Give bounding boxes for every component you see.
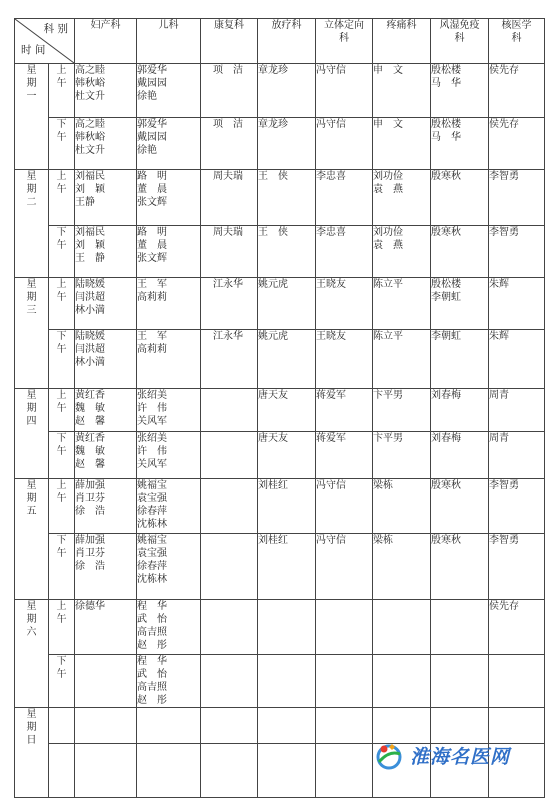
doctor-name: 姚福宝 [137, 480, 167, 491]
doctor-name: 殷寒秋 [431, 535, 461, 546]
doctor-name: 闫洪超 [75, 344, 105, 355]
doctor-name: 申 文 [373, 65, 403, 76]
doctor-cell [316, 708, 373, 744]
doctor-cell [373, 655, 431, 708]
doctor-name: 李智勇 [489, 535, 519, 546]
doctor-cell [373, 118, 431, 170]
doctor-name: 周夫瑞 [213, 227, 243, 238]
doctor-name: 朱辉 [489, 279, 509, 290]
doctor-name: 袁宝强 [137, 548, 167, 559]
half-day-label: 下 午 [49, 655, 75, 708]
schedule-row [15, 226, 545, 278]
doctor-cell [431, 64, 489, 118]
doctor-name: 赵 彤 [137, 695, 167, 706]
doctor-name: 高吉照 [137, 627, 167, 638]
doctor-cell [316, 389, 373, 432]
half-day-label: 下 午 [49, 226, 75, 278]
doctor-name: 章龙珍 [258, 119, 288, 130]
doctor-cell [316, 479, 373, 534]
doctor-cell [201, 655, 258, 708]
dept-header: 放疗科 [258, 19, 316, 64]
doctor-cell [258, 278, 316, 330]
dept-header: 立体定向科 [316, 19, 373, 64]
doctor-name: 唐天友 [258, 390, 288, 401]
doctor-name: 戴园园 [137, 132, 167, 143]
doctor-cell [258, 655, 316, 708]
doctor-cell [258, 432, 316, 479]
doctor-name: 高莉莉 [137, 292, 167, 303]
doctor-name: 马 华 [431, 78, 461, 89]
doctor-cell [489, 432, 545, 479]
doctor-cell [75, 744, 137, 798]
doctor-cell [137, 534, 201, 600]
doctor-cell [201, 118, 258, 170]
doctor-name: 肖卫芬 [75, 493, 105, 504]
doctor-cell [201, 330, 258, 389]
doctor-cell [137, 389, 201, 432]
doctor-cell [201, 389, 258, 432]
logo-icon [372, 740, 406, 770]
doctor-cell [75, 708, 137, 744]
doctor-name: 高之睦 [75, 65, 105, 76]
corner-header [15, 19, 75, 64]
doctor-name: 徐 浩 [75, 506, 105, 517]
doctor-cell [489, 389, 545, 432]
doctor-name: 项 洁 [213, 119, 243, 130]
doctor-name: 陈立平 [373, 279, 403, 290]
doctor-name: 刘福民 [75, 171, 105, 182]
doctor-cell [137, 655, 201, 708]
doctor-cell [137, 600, 201, 655]
doctor-name: 侯先存 [489, 119, 519, 130]
half-day-label [49, 708, 75, 744]
doctor-cell [258, 389, 316, 432]
doctor-name: 路 明 [137, 227, 167, 238]
half-day-label: 下 午 [49, 118, 75, 170]
doctor-name: 韩秋峪 [75, 78, 105, 89]
corner-time-label: 时 间 [21, 44, 46, 56]
doctor-cell [489, 600, 545, 655]
day-label: 星 期 一 [15, 64, 49, 170]
doctor-name: 徐春萍 [137, 561, 167, 572]
doctor-name: 王晓友 [316, 331, 346, 342]
half-day-label: 上 午 [49, 170, 75, 226]
doctor-name: 赵 馨 [75, 416, 105, 427]
doctor-cell [137, 479, 201, 534]
doctor-cell [431, 118, 489, 170]
doctor-cell [75, 278, 137, 330]
schedule-row [15, 278, 545, 330]
doctor-cell [373, 432, 431, 479]
doctor-cell [201, 64, 258, 118]
doctor-name: 徐 浩 [75, 561, 105, 572]
doctor-name: 梁栋 [373, 480, 393, 491]
doctor-name: 沈栋林 [137, 574, 167, 585]
day-label: 星 期 三 [15, 278, 49, 389]
doctor-cell [373, 534, 431, 600]
doctor-name: 卞平男 [373, 433, 403, 444]
doctor-name: 关风军 [137, 459, 167, 470]
doctor-name: 袁 燕 [373, 184, 403, 195]
doctor-name: 高之睦 [75, 119, 105, 130]
doctor-cell [431, 432, 489, 479]
doctor-cell [201, 744, 258, 798]
doctor-name: 殷松楼 [431, 119, 461, 130]
half-day-label: 上 午 [49, 278, 75, 330]
doctor-name: 郭爱华 [137, 65, 167, 76]
doctor-name: 刘功俭 [373, 171, 403, 182]
doctor-name: 王 侠 [258, 227, 288, 238]
doctor-cell [201, 479, 258, 534]
doctor-cell [201, 600, 258, 655]
doctor-cell [75, 64, 137, 118]
doctor-cell [373, 64, 431, 118]
schedule-row [15, 534, 545, 600]
doctor-cell [489, 330, 545, 389]
schedule-table [14, 18, 545, 798]
doctor-cell [137, 64, 201, 118]
doctor-name: 殷寒秋 [431, 171, 461, 182]
header-row [15, 19, 545, 64]
doctor-cell [431, 479, 489, 534]
doctor-name: 徐艳 [137, 91, 157, 102]
doctor-cell [75, 389, 137, 432]
day-label: 星 期 六 [15, 600, 49, 708]
doctor-cell [137, 330, 201, 389]
day-label: 星 期 五 [15, 479, 49, 600]
doctor-name: 侯先存 [489, 601, 519, 612]
doctor-name: 李朝虹 [431, 331, 461, 342]
doctor-name: 赵 馨 [75, 459, 105, 470]
doctor-cell [316, 226, 373, 278]
doctor-name: 殷松楼 [431, 65, 461, 76]
doctor-cell [489, 655, 545, 708]
doctor-name: 董 晨 [137, 240, 167, 251]
doctor-cell [258, 600, 316, 655]
doctor-cell [258, 170, 316, 226]
doctor-name: 刘 颖 [75, 240, 105, 251]
doctor-name: 林小満 [75, 305, 105, 316]
half-day-label: 上 午 [49, 479, 75, 534]
doctor-name: 张绍美 [137, 390, 167, 401]
schedule-row [15, 64, 545, 118]
doctor-cell [316, 600, 373, 655]
doctor-cell [137, 118, 201, 170]
doctor-name: 陆晓媛 [75, 331, 105, 342]
doctor-name: 李智勇 [489, 227, 519, 238]
doctor-cell [75, 118, 137, 170]
doctor-name: 武 怡 [137, 669, 167, 680]
doctor-cell [258, 534, 316, 600]
doctor-name: 袁宝强 [137, 493, 167, 504]
doctor-cell [431, 534, 489, 600]
doctor-name: 杜文升 [75, 91, 105, 102]
doctor-name: 姚元虎 [258, 279, 288, 290]
doctor-name: 刘福民 [75, 227, 105, 238]
dept-header: 儿科 [137, 19, 201, 64]
doctor-name: 薛加强 [75, 535, 105, 546]
doctor-cell [373, 170, 431, 226]
doctor-name: 殷寒秋 [431, 480, 461, 491]
doctor-name: 冯守信 [316, 480, 346, 491]
doctor-name: 马 华 [431, 132, 461, 143]
doctor-name: 李忠喜 [316, 171, 346, 182]
doctor-cell [201, 170, 258, 226]
doctor-cell [137, 226, 201, 278]
doctor-cell [489, 118, 545, 170]
doctor-name: 李智勇 [489, 480, 519, 491]
schedule-row [15, 118, 545, 170]
doctor-cell [431, 655, 489, 708]
doctor-name: 徐春萍 [137, 506, 167, 517]
schedule-row [15, 479, 545, 534]
doctor-name: 江永华 [213, 331, 243, 342]
doctor-name: 刘桂红 [258, 535, 288, 546]
half-day-label [49, 744, 75, 798]
doctor-name: 卞平男 [373, 390, 403, 401]
doctor-name: 朱辉 [489, 331, 509, 342]
dept-header: 风湿免疫科 [431, 19, 489, 64]
doctor-name: 江永华 [213, 279, 243, 290]
schedule-row [15, 389, 545, 432]
doctor-name: 徐德华 [75, 601, 105, 612]
doctor-name: 冯守信 [316, 65, 346, 76]
doctor-cell [489, 170, 545, 226]
doctor-name: 刘春梅 [431, 433, 461, 444]
schedule-row [15, 600, 545, 655]
dept-header: 康复科 [201, 19, 258, 64]
half-day-label: 下 午 [49, 432, 75, 479]
doctor-name: 王 军 [137, 331, 167, 342]
dept-header: 妇产科 [75, 19, 137, 64]
watermark-text: 淮海名医网 [410, 745, 511, 768]
doctor-name: 杜文升 [75, 145, 105, 156]
doctor-cell [316, 118, 373, 170]
schedule-row [15, 655, 545, 708]
doctor-name: 周青 [489, 390, 509, 401]
doctor-name: 唐天友 [258, 433, 288, 444]
doctor-name: 许 伟 [137, 403, 167, 414]
doctor-cell [373, 278, 431, 330]
doctor-name: 章龙珍 [258, 65, 288, 76]
doctor-cell [489, 708, 545, 744]
day-label: 星 期 日 [15, 708, 49, 798]
doctor-name: 陆晓媛 [75, 279, 105, 290]
doctor-name: 关风军 [137, 416, 167, 427]
doctor-name: 徐艳 [137, 145, 157, 156]
day-label: 星 期 二 [15, 170, 49, 278]
doctor-name: 黄红香 [75, 433, 105, 444]
schedule-row [15, 330, 545, 389]
doctor-name: 许 伟 [137, 446, 167, 457]
doctor-cell [373, 226, 431, 278]
doctor-name: 李忠喜 [316, 227, 346, 238]
doctor-name: 韩秋峪 [75, 132, 105, 143]
doctor-name: 蒋爱军 [316, 433, 346, 444]
doctor-name: 武 怡 [137, 614, 167, 625]
doctor-name: 魏 敏 [75, 403, 105, 414]
doctor-name: 刘 颖 [75, 184, 105, 195]
doctor-cell [75, 534, 137, 600]
doctor-name: 高吉照 [137, 682, 167, 693]
doctor-cell [258, 330, 316, 389]
doctor-name: 袁 燕 [373, 240, 403, 251]
doctor-cell [137, 708, 201, 744]
schedule-row [15, 170, 545, 226]
doctor-cell [373, 479, 431, 534]
doctor-cell [316, 330, 373, 389]
doctor-name: 张文辉 [137, 253, 167, 264]
doctor-cell [75, 170, 137, 226]
doctor-cell [431, 708, 489, 744]
doctor-cell [316, 170, 373, 226]
doctor-name: 董 晨 [137, 184, 167, 195]
doctor-cell [431, 389, 489, 432]
doctor-name: 黄红香 [75, 390, 105, 401]
doctor-cell [431, 278, 489, 330]
doctor-name: 魏 敏 [75, 446, 105, 457]
doctor-cell [201, 278, 258, 330]
corner-dept-label: 科 别 [43, 23, 68, 35]
doctor-name: 赵 彤 [137, 640, 167, 651]
schedule-row [15, 432, 545, 479]
doctor-name: 刘春梅 [431, 390, 461, 401]
doctor-cell [201, 432, 258, 479]
schedule-row [15, 708, 545, 744]
doctor-cell [258, 708, 316, 744]
doctor-name: 戴园园 [137, 78, 167, 89]
doctor-name: 陈立平 [373, 331, 403, 342]
doctor-name: 冯守信 [316, 535, 346, 546]
doctor-cell [373, 389, 431, 432]
doctor-cell [75, 600, 137, 655]
doctor-name: 路 明 [137, 171, 167, 182]
doctor-name: 王 军 [137, 279, 167, 290]
doctor-cell [258, 479, 316, 534]
doctor-cell [373, 708, 431, 744]
doctor-name: 周夫瑞 [213, 171, 243, 182]
doctor-cell [75, 479, 137, 534]
doctor-cell [75, 655, 137, 708]
doctor-cell [316, 432, 373, 479]
doctor-name: 殷寒秋 [431, 227, 461, 238]
doctor-name: 申 文 [373, 119, 403, 130]
doctor-cell [201, 534, 258, 600]
half-day-label: 上 午 [49, 389, 75, 432]
doctor-name: 周青 [489, 433, 509, 444]
day-label: 星 期 四 [15, 389, 49, 479]
doctor-cell [431, 170, 489, 226]
doctor-cell [137, 744, 201, 798]
doctor-cell [489, 534, 545, 600]
doctor-cell [201, 708, 258, 744]
doctor-cell [316, 278, 373, 330]
doctor-cell [137, 278, 201, 330]
doctor-cell [431, 600, 489, 655]
doctor-cell [431, 226, 489, 278]
doctor-name: 李智勇 [489, 171, 519, 182]
doctor-cell [373, 600, 431, 655]
doctor-name: 殷松楼 [431, 279, 461, 290]
doctor-cell [75, 330, 137, 389]
doctor-cell [316, 655, 373, 708]
doctor-name: 张文辉 [137, 197, 167, 208]
doctor-name: 姚福宝 [137, 535, 167, 546]
doctor-cell [75, 226, 137, 278]
doctor-name: 林小満 [75, 357, 105, 368]
doctor-cell [201, 226, 258, 278]
doctor-name: 程 华 [137, 601, 167, 612]
doctor-cell [489, 64, 545, 118]
doctor-name: 张绍美 [137, 433, 167, 444]
doctor-name: 肖卫芬 [75, 548, 105, 559]
doctor-name: 冯守信 [316, 119, 346, 130]
doctor-name: 梁栋 [373, 535, 393, 546]
doctor-name: 姚元虎 [258, 331, 288, 342]
doctor-cell [137, 170, 201, 226]
doctor-cell [489, 226, 545, 278]
half-day-label: 下 午 [49, 330, 75, 389]
doctor-name: 李朝虹 [431, 292, 461, 303]
doctor-cell [258, 118, 316, 170]
doctor-name: 王 侠 [258, 171, 288, 182]
doctor-name: 王晓友 [316, 279, 346, 290]
dept-header: 疼痛科 [373, 19, 431, 64]
doctor-cell [489, 278, 545, 330]
doctor-name: 沈栋林 [137, 519, 167, 530]
doctor-cell [258, 744, 316, 798]
doctor-cell [75, 432, 137, 479]
doctor-name: 王 静 [75, 253, 105, 264]
doctor-cell [316, 744, 373, 798]
doctor-name: 刘桂红 [258, 480, 288, 491]
half-day-label: 上 午 [49, 64, 75, 118]
doctor-cell [137, 432, 201, 479]
schedule-body [15, 64, 545, 798]
doctor-cell [258, 226, 316, 278]
doctor-cell [373, 330, 431, 389]
doctor-cell [258, 64, 316, 118]
half-day-label: 下 午 [49, 534, 75, 600]
doctor-name: 项 洁 [213, 65, 243, 76]
half-day-label: 上 午 [49, 600, 75, 655]
dept-header: 核医学科 [489, 19, 545, 64]
doctor-cell [431, 330, 489, 389]
doctor-name: 刘功俭 [373, 227, 403, 238]
doctor-name: 高莉莉 [137, 344, 167, 355]
watermark-logo [372, 740, 510, 770]
doctor-name: 程 华 [137, 656, 167, 667]
doctor-cell [316, 534, 373, 600]
doctor-name: 薛加强 [75, 480, 105, 491]
doctor-name: 郭爱华 [137, 119, 167, 130]
doctor-name: 闫洪超 [75, 292, 105, 303]
doctor-cell [489, 479, 545, 534]
doctor-name: 蒋爱军 [316, 390, 346, 401]
doctor-name: 王静 [75, 197, 95, 208]
doctor-cell [316, 64, 373, 118]
doctor-name: 侯先存 [489, 65, 519, 76]
